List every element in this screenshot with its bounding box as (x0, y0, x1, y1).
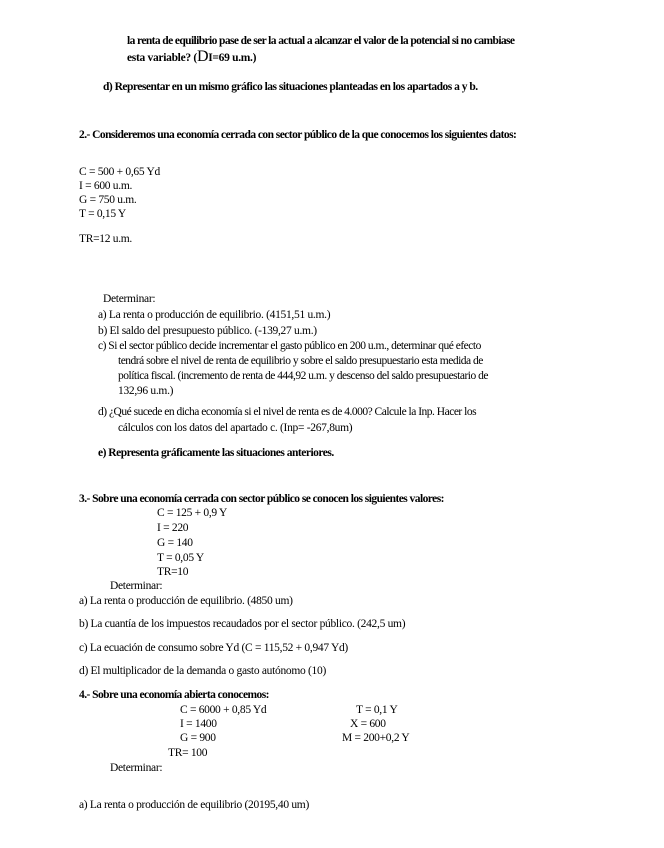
ex2-item-c-3: política fiscal. (incremento de renta de 444,92 u.m. y descenso del saldo presupuestario de (118, 370, 488, 382)
ex3-data-t: T = 0,05 Y (157, 552, 204, 564)
ex3-data-g: G = 140 (157, 537, 193, 549)
ex2-data-g: G = 750 u.m. (79, 194, 137, 206)
ex3-item-d: d) El multiplicador de la demanda o gasto autónomo (10) (79, 665, 326, 677)
ex3-determinar: Determinar: (110, 580, 163, 592)
intro-line-2 (127, 50, 256, 65)
ex4-right-m: M = 200+0,2 Y (342, 732, 410, 744)
ex2-determinar: Determinar: (103, 293, 156, 305)
ex3-data-tr: TR=10 (157, 566, 189, 578)
intro-line-2-text: esta variable? ( (127, 52, 197, 64)
ex2-data-i: I = 600 u.m. (79, 180, 133, 192)
ex2-data-t: T = 0,15 Y (79, 208, 126, 220)
ex2-item-e: e) Representa gráficamente las situaciones anteriores. (98, 447, 334, 459)
ex4-right-t: T = 0,1 Y (356, 704, 398, 716)
delta-symbol: D (196, 48, 209, 65)
ex3-data-i: I = 220 (157, 522, 189, 534)
ex4-left-tr: TR= 100 (168, 747, 208, 759)
ex2-item-b: b) El saldo del presupuesto público. (-139,27 u.m.) (98, 325, 317, 337)
ex2-title: 2.- Consideremos una economía cerrada con sector público de la que conocemos los siguientes datos: (79, 129, 517, 141)
ex2-data-tr: TR=12 u.m. (79, 233, 133, 245)
ex2-data-c: C = 500 + 0,65 Yd (79, 166, 160, 178)
ex4-left-c: C = 6000 + 0,85 Yd (180, 704, 267, 716)
ex2-item-d-2: cálculos con los datos del apartado c. (Inp= -267,8um) (118, 422, 353, 434)
intro-line-1: la renta de equilibrio pase de ser la actual a alcanzar el valor de la potencial si no cambiase (127, 35, 515, 47)
ex4-title: 4.- Sobre una economía abierta conocemos: (79, 689, 269, 701)
ex2-item-a: a) La renta o producción de equilibrio. (4151,51 u.m.) (98, 309, 331, 321)
ex4-item-a: a) La renta o producción de equilibrio (20195,40 um) (79, 799, 309, 811)
ex4-left-g: G = 900 (180, 732, 216, 744)
ex3-data-c: C = 125 + 0,9 Y (157, 507, 228, 519)
ex3-item-a: a) La renta o producción de equilibrio. (4850 um) (79, 595, 293, 607)
intro-item-d: d) Representar en un mismo gráfico las situaciones planteadas en los apartados a y b. (103, 81, 478, 93)
ex4-right-x: X = 600 (350, 718, 386, 730)
ex2-item-c-4: 132,96 u.m.) (118, 385, 174, 397)
ex4-determinar: Determinar: (110, 762, 163, 774)
ex4-left-i: I = 1400 (180, 718, 217, 730)
ex2-item-c-1: c) Si el sector público decide incrementar el gasto público en 200 u.m., determinar qué efecto (98, 340, 481, 352)
ex3-item-c: c) La ecuación de consumo sobre Yd (C = 115,52 + 0,947 Yd) (79, 642, 348, 654)
ex2-item-c-2: tendrá sobre el nivel de renta de equilibrio y sobre el saldo presupuestario esta medida de (118, 355, 483, 367)
ex2-item-d-1: d) ¿Qué sucede en dicha economía si el nivel de renta es de 4.000? Calcule la Inp. Hacer los (98, 406, 477, 418)
ex3-item-b: b) La cuantía de los impuestos recaudados por el sector público. (242,5 um) (79, 618, 406, 630)
ex3-title: 3.- Sobre una economía cerrada con sector público se conocen los siguientes valores: (79, 493, 444, 505)
intro-line-2-tail: I=69 u.m.) (208, 52, 257, 64)
